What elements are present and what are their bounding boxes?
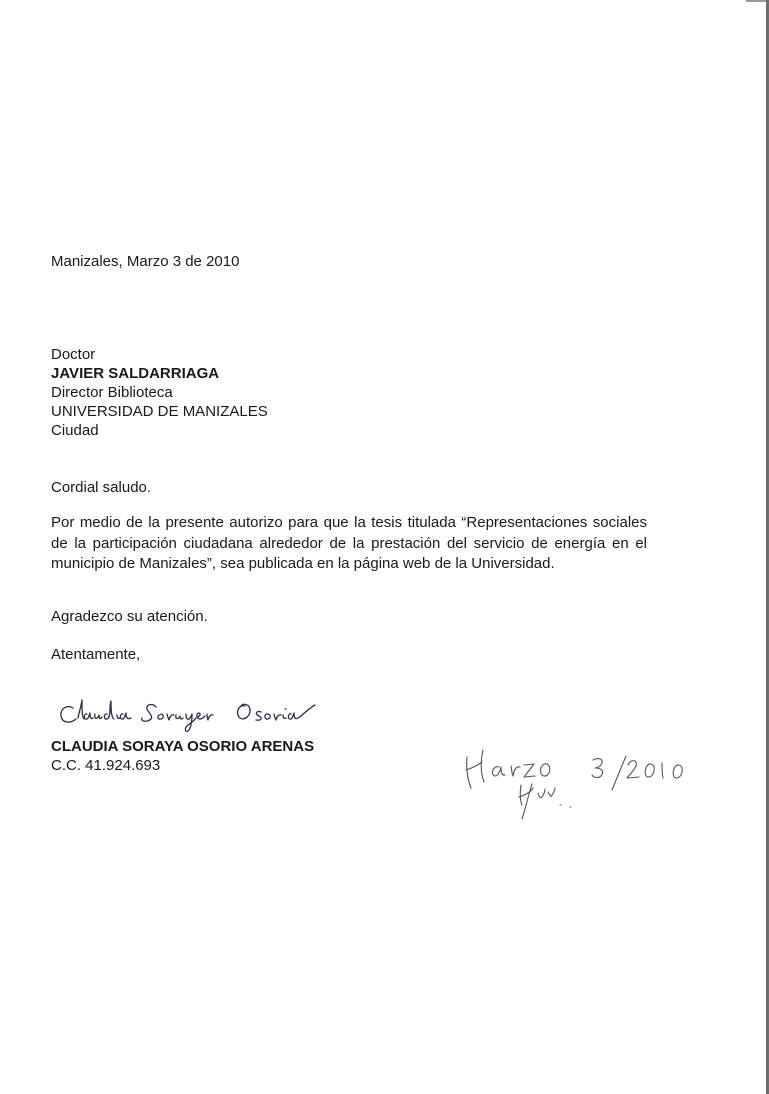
recipient-position: Director Biblioteca: [51, 384, 173, 401]
greeting-text: Cordial saludo.: [51, 479, 152, 496]
signer-id: C.C. 41.924.693: [51, 757, 161, 774]
recipient-city: Ciudad: [51, 422, 99, 439]
thanks-text: Agradezco su atención.: [51, 608, 208, 625]
recipient-name: JAVIER SALDARRIAGA: [51, 365, 220, 382]
signer-block: [51, 737, 314, 775]
recipient-institution: UNIVERSIDAD DE MANIZALES: [51, 403, 268, 420]
closing-text: Atentamente,: [51, 646, 141, 663]
body-paragraph: Por medio de la presente autorizo para que la tesis titulada “Representaciones sociales de la participación ciudadana alrededor de la prestación del servicio de energía en el municipio de Manizales”, sea publicada en la página web de la Universidad.: [51, 514, 647, 572]
recipient-title: Doctor: [51, 346, 96, 363]
handwritten-signature: [57, 694, 319, 734]
handwritten-date-note: [462, 748, 722, 828]
recipient-block: [51, 345, 268, 440]
thanks: [51, 607, 208, 626]
greeting: [51, 478, 151, 497]
closing: [51, 645, 140, 664]
signer-name: CLAUDIA SORAYA OSORIO ARENAS: [51, 738, 315, 755]
place-date: [51, 252, 239, 271]
scan-corner-mark: [746, 0, 766, 2]
place-date-text: Manizales, Marzo 3 de 2010: [51, 253, 240, 270]
